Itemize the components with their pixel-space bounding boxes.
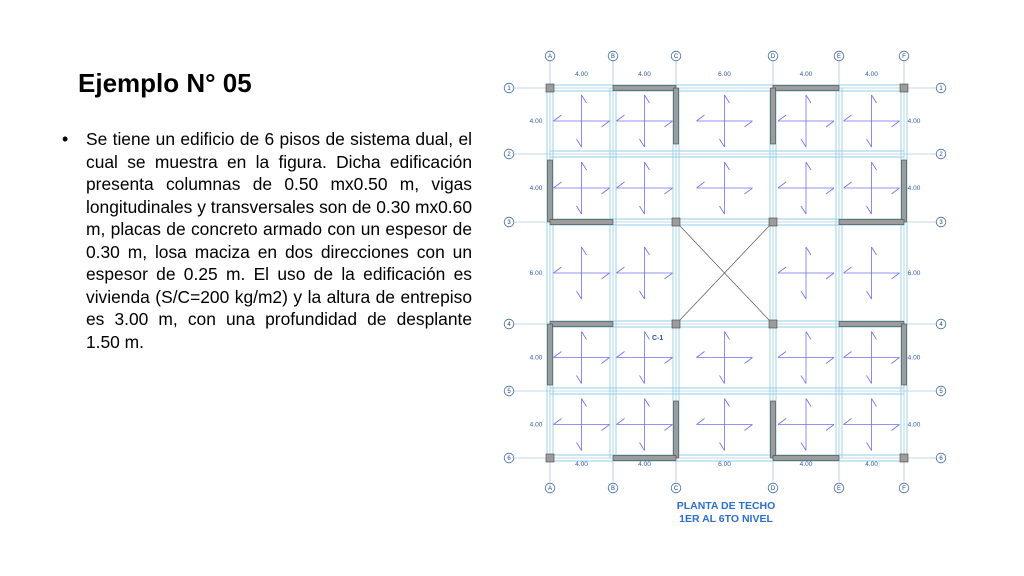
shear-wall [548, 160, 553, 222]
slab-arrowhead [745, 358, 753, 364]
axis-bubble-2 [504, 149, 514, 159]
axis-bubble-1 [936, 83, 946, 93]
slab-arrowhead [665, 188, 673, 194]
slab-arrowhead [640, 376, 645, 384]
axis-bubble-label: 4 [939, 322, 943, 329]
dimension-bottom: 4.00 [799, 461, 813, 468]
slab-arrowhead [745, 188, 753, 194]
axis-bubble-5 [504, 386, 514, 396]
axis-bubble-C [671, 51, 681, 61]
axis-bubble-label: A [547, 54, 553, 61]
two-way-slab-symbol [554, 399, 610, 451]
slab-arrowhead [826, 358, 834, 364]
axis-bubble-label: 1 [507, 86, 511, 93]
slab-arrowhead [872, 95, 877, 103]
shear-wall [902, 324, 907, 385]
slab-arrowhead [665, 425, 673, 431]
axis-bubble-5 [936, 386, 946, 396]
shear-wall [773, 86, 839, 91]
dimension-left: 4.00 [529, 421, 543, 429]
dimension-right: 4.00 [907, 118, 921, 125]
slab-arrowhead [640, 291, 645, 299]
slab-arrowhead [826, 121, 834, 127]
column-label: C-1 [652, 335, 664, 342]
slab-arrowhead [554, 419, 562, 425]
slab-arrowhead [872, 399, 877, 407]
slab-arrowhead [617, 182, 625, 188]
slab-arrowhead [554, 182, 562, 188]
problem-statement: Se tiene un edificio de 6 pisos de sistema dual, el cual se muestra en la figura. Dicha edificación presenta columnas de 0.50 mx0.50 m, vigas longitudinales y transversales son de 0.30 mx0.60 m, placas de concreto armado con un espesor de 0.30 m, losa maciza en dos direcciones con un espesor de 0.25 m. El uso de la edificación es vivienda (S/C=200 kg/m2) y la altura de entrepiso es 3.00 m, con una profundidad de desplante 1.50 m. [86, 129, 472, 352]
dimension-right: 4.00 [907, 421, 921, 429]
column [900, 454, 908, 462]
axis-bubble-label: F [902, 486, 906, 493]
slab-arrowhead [725, 399, 730, 407]
axis-bubble-label: B [610, 486, 616, 493]
axis-bubble-4 [504, 319, 514, 329]
axis-bubble-F [899, 483, 909, 493]
dimension-bottom: 4.00 [865, 461, 878, 468]
shear-wall [674, 88, 679, 144]
slab-arrowhead [645, 332, 650, 340]
slab-arrowhead [697, 182, 705, 188]
two-way-slab-symbol [844, 399, 900, 451]
axis-bubble-label: B [610, 54, 616, 61]
dimension-bottom: 4.00 [638, 461, 651, 468]
slab-arrowhead [844, 182, 852, 188]
slab-arrowhead [582, 399, 587, 407]
slab-arrowhead [617, 115, 625, 121]
slab-arrowhead [778, 267, 786, 273]
slab-arrowhead [826, 273, 834, 279]
axis-bubble-label: 6 [939, 456, 943, 463]
slab-arrowhead [806, 95, 811, 103]
dimension-bottom: 4.00 [575, 461, 588, 468]
slab-arrowhead [577, 376, 582, 384]
slab-arrowhead [745, 425, 753, 431]
column [546, 454, 554, 462]
slab-arrowhead [867, 139, 872, 147]
slab-arrowhead [778, 115, 786, 121]
shear-wall [613, 86, 676, 91]
slab-arrowhead [745, 121, 753, 127]
axis-bubble-label: D [770, 54, 776, 61]
slab-direction-arrows [554, 95, 900, 451]
slab-arrowhead [665, 358, 673, 364]
axis-bubble-B [608, 51, 618, 61]
slab-arrowhead [697, 352, 705, 358]
slab-arrowhead [665, 273, 673, 279]
slab-arrowhead [582, 162, 587, 170]
slab-arrowhead [640, 139, 645, 147]
slab-arrowhead [826, 425, 834, 431]
two-way-slab-symbol [617, 95, 673, 147]
shear-wall [773, 456, 839, 461]
axis-bubble-A [545, 51, 555, 61]
slab-arrowhead [697, 115, 705, 121]
axis-bubble-label: 3 [939, 220, 943, 227]
axis-bubble-2 [936, 149, 946, 159]
axis-bubble-3 [504, 217, 514, 227]
slab-arrowhead [778, 352, 786, 358]
axis-bubble-label: 2 [507, 152, 511, 159]
slab-arrowhead [725, 95, 730, 103]
shear-wall [839, 322, 904, 327]
shear-wall [674, 401, 679, 458]
two-way-slab-symbol [697, 332, 753, 384]
axis-bubble-label: 6 [507, 456, 511, 463]
column [546, 84, 554, 92]
axis-bubble-label: C [673, 54, 679, 61]
two-way-slab-symbol [617, 332, 673, 384]
slab-arrowhead [806, 399, 811, 407]
slab-arrowhead [867, 206, 872, 214]
slab-arrowhead [867, 376, 872, 384]
dimension-labels [530, 71, 921, 468]
two-way-slab-symbol [778, 399, 834, 451]
slab-arrowhead [602, 425, 610, 431]
slab-arrowhead [640, 443, 645, 451]
grid-lines [510, 60, 944, 482]
axis-bubble-label: 4 [507, 322, 511, 329]
axis-bubble-B [608, 483, 618, 493]
dimension-right: 6.00 [907, 270, 921, 277]
axis-bubble-label: 5 [939, 389, 943, 396]
two-way-slab-symbol [697, 399, 753, 451]
slab-arrowhead [665, 121, 673, 127]
bullet-paragraph [62, 128, 472, 353]
slab-arrowhead [617, 419, 625, 425]
dimension-top: 6.00 [718, 71, 731, 78]
slab-arrowhead [872, 332, 877, 340]
slab-arrowhead [602, 273, 610, 279]
axis-bubble-1 [504, 83, 514, 93]
dimension-bottom: 6.00 [718, 461, 731, 468]
two-way-slab-symbol [844, 162, 900, 214]
column [769, 320, 777, 328]
slab-arrowhead [872, 162, 877, 170]
slab-arrowhead [826, 188, 834, 194]
slab-arrowhead [617, 352, 625, 358]
slab-arrowhead [801, 206, 806, 214]
two-way-slab-symbol [554, 247, 610, 299]
slab-arrowhead [617, 267, 625, 273]
axis-bubble-label: E [836, 486, 842, 493]
axis-bubble-E [834, 483, 844, 493]
shear-wall [771, 401, 776, 458]
two-way-slab-symbol [617, 247, 673, 299]
dimension-top: 4.00 [638, 71, 651, 78]
slab-arrowhead [801, 376, 806, 384]
two-way-slab-symbol [778, 247, 834, 299]
axis-bubble-label: 1 [939, 86, 943, 93]
slab-arrowhead [844, 267, 852, 273]
axis-bubble-label: 3 [507, 220, 511, 227]
slab-arrowhead [892, 425, 900, 431]
axis-bubble-label: E [836, 54, 842, 61]
slab-arrowhead [554, 352, 562, 358]
slab-arrowhead [554, 267, 562, 273]
slab-arrowhead [892, 358, 900, 364]
slab-arrowhead [778, 182, 786, 188]
column [769, 218, 777, 226]
shear-wall [613, 456, 676, 461]
slab-arrowhead [844, 419, 852, 425]
slab-arrowhead [602, 358, 610, 364]
axis-bubble-4 [936, 319, 946, 329]
dimension-right: 4.00 [907, 185, 921, 192]
slab-arrowhead [602, 121, 610, 127]
slab-arrowhead [577, 139, 582, 147]
axis-bubble-F [899, 51, 909, 61]
two-way-slab-symbol [697, 95, 753, 147]
opening-diagonals [680, 226, 769, 320]
slab-arrowhead [778, 419, 786, 425]
slab-arrowhead [577, 206, 582, 214]
plan-caption-line2: 1ER AL 6TO NIVEL [679, 513, 773, 525]
slab-arrowhead [801, 443, 806, 451]
slab-arrowhead [892, 188, 900, 194]
slab-arrowhead [577, 291, 582, 299]
dimension-top: 4.00 [575, 71, 588, 78]
dimension-top: 4.00 [799, 71, 813, 78]
slab-arrowhead [602, 188, 610, 194]
slab-arrowhead [645, 247, 650, 255]
slab-arrowhead [645, 399, 650, 407]
shear-wall [902, 160, 907, 222]
slab-arrowhead [720, 206, 725, 214]
shear-wall [839, 220, 904, 225]
shear-wall [548, 324, 553, 385]
slab-arrowhead [892, 273, 900, 279]
axis-bubble-label: D [770, 486, 776, 493]
two-way-slab-symbol [617, 399, 673, 451]
axis-bubble-6 [504, 453, 514, 463]
slab-arrowhead [554, 115, 562, 121]
two-way-slab-symbol [778, 332, 834, 384]
column [900, 84, 908, 92]
slab-arrowhead [645, 95, 650, 103]
slab-arrowhead [697, 419, 705, 425]
dimension-left: 4.00 [529, 185, 543, 192]
two-way-slab-symbol [554, 332, 610, 384]
axis-bubble-D [768, 51, 778, 61]
two-way-slab-symbol [844, 247, 900, 299]
axis-bubble-D [768, 483, 778, 493]
dimension-left: 4.00 [529, 354, 543, 362]
slab-arrowhead [806, 162, 811, 170]
slab-arrowhead [867, 291, 872, 299]
axis-bubble-label: C [673, 486, 679, 493]
two-way-slab-symbol [844, 332, 900, 384]
slab-arrowhead [577, 443, 582, 451]
two-way-slab-symbol [844, 95, 900, 147]
plan-caption-line1: PLANTA DE TECHO [676, 500, 776, 512]
slab-arrowhead [720, 376, 725, 384]
slab-arrowhead [582, 95, 587, 103]
bullet-marker: • [62, 129, 69, 149]
two-way-slab-symbol [778, 95, 834, 147]
slab-arrowhead [892, 121, 900, 127]
axis-bubble-A [545, 483, 555, 493]
axis-bubble-6 [936, 453, 946, 463]
slab-arrowhead [645, 162, 650, 170]
two-way-slab-symbol [697, 162, 753, 214]
axis-bubble-E [834, 51, 844, 61]
shear-wall [550, 322, 613, 327]
axis-bubble-label: F [902, 54, 906, 61]
two-way-slab-symbol [554, 162, 610, 214]
axis-bubble-C [671, 483, 681, 493]
axis-bubble-label: A [547, 486, 553, 493]
slab-arrowhead [725, 332, 730, 340]
floor-plan-drawing [500, 46, 954, 530]
dimension-left: 4.00 [529, 118, 543, 125]
slab-arrowhead [801, 291, 806, 299]
axis-bubble-label: 5 [507, 389, 511, 396]
slab-arrowhead [720, 443, 725, 451]
slab-arrowhead [801, 139, 806, 147]
slab-arrowhead [867, 443, 872, 451]
slab-arrowhead [806, 247, 811, 255]
dimension-left: 6.00 [529, 270, 543, 277]
dimension-right: 4.00 [907, 354, 921, 362]
column [672, 320, 680, 328]
slab-arrowhead [806, 332, 811, 340]
two-way-slab-symbol [554, 95, 610, 147]
shear-wall [771, 88, 776, 144]
axis-bubble-label: 2 [939, 152, 943, 159]
slab-arrowhead [640, 206, 645, 214]
slab-arrowhead [844, 115, 852, 121]
axis-bubble-3 [936, 217, 946, 227]
shear-wall [550, 220, 613, 225]
two-way-slab-symbol [778, 162, 834, 214]
dimension-top: 4.00 [865, 71, 878, 78]
column [672, 218, 680, 226]
slab-arrowhead [725, 162, 730, 170]
slide-title: Ejemplo N° 05 [78, 68, 252, 98]
slab-arrowhead [582, 247, 587, 255]
slab-arrowhead [872, 247, 877, 255]
slab-arrowhead [720, 139, 725, 147]
slab-arrowhead [844, 352, 852, 358]
slab-arrowhead [582, 332, 587, 340]
two-way-slab-symbol [617, 162, 673, 214]
